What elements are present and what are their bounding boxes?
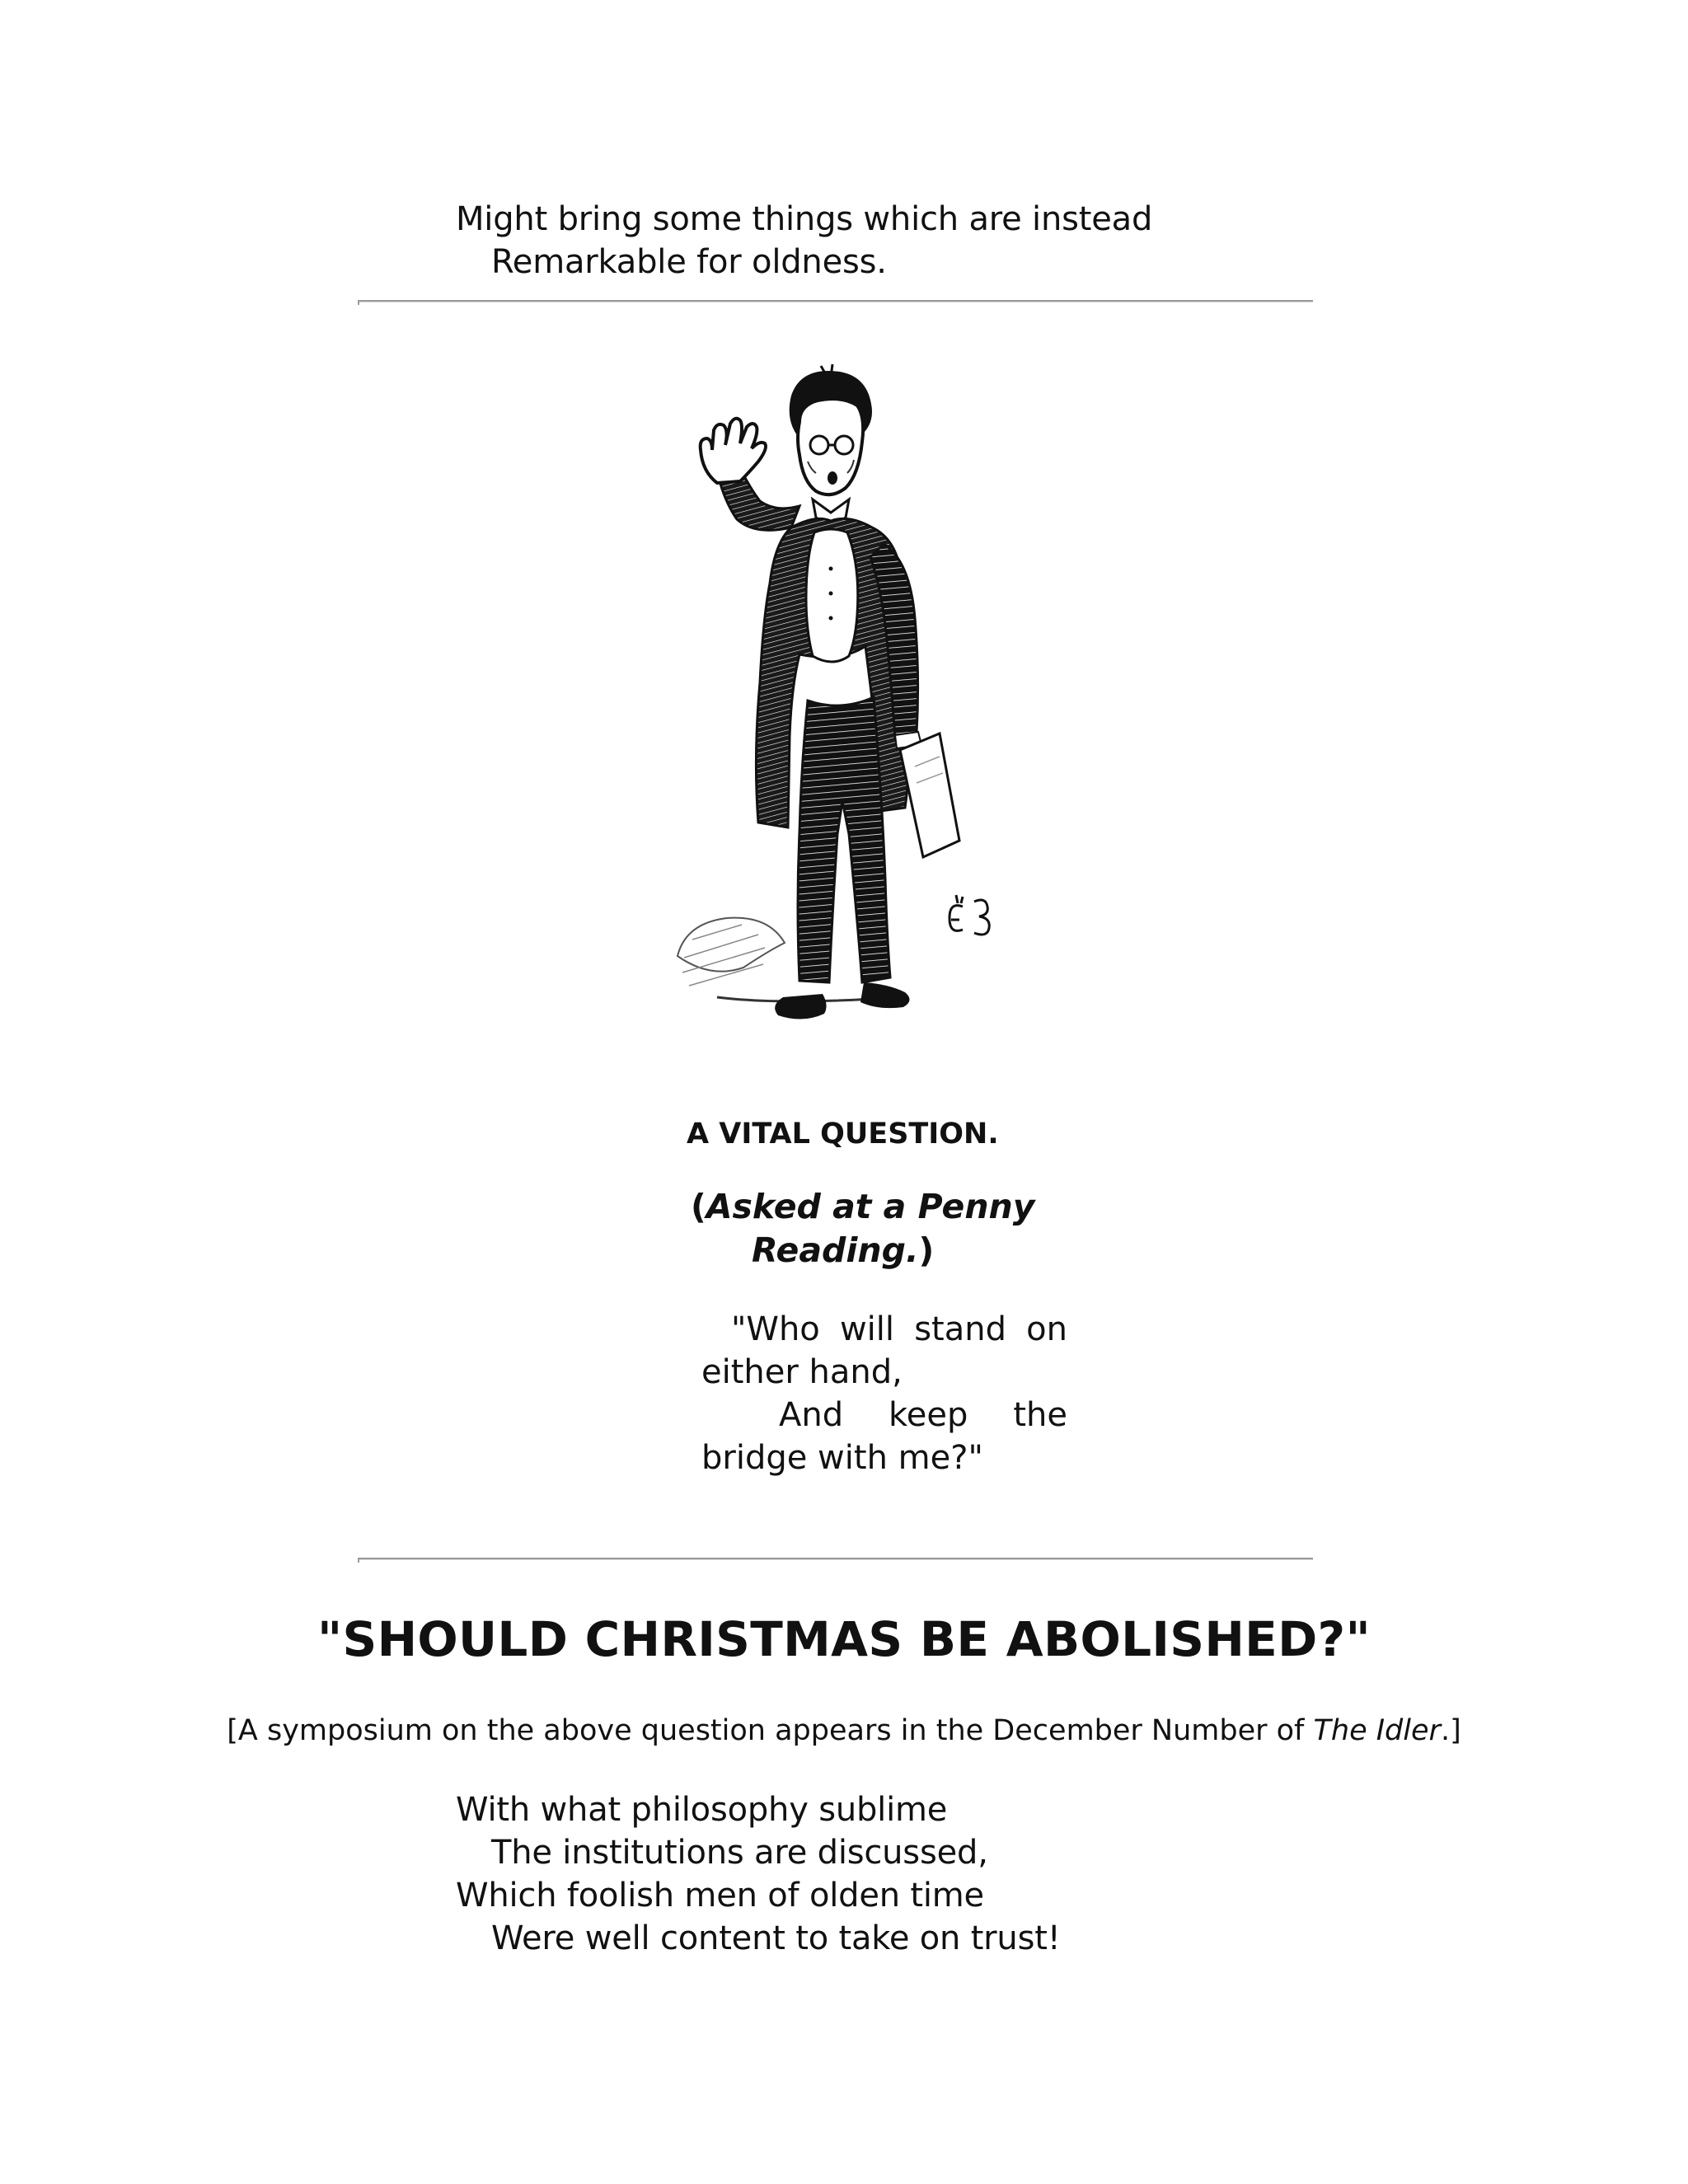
caption-subtitle-part-1: Asked at a Penny bbox=[706, 1187, 1035, 1226]
sheet-of-paper bbox=[900, 733, 959, 857]
verse-word: keep bbox=[889, 1396, 968, 1434]
caption-title: A VITAL QUESTION. bbox=[687, 1118, 999, 1151]
divider-rule-top bbox=[359, 300, 1313, 302]
verse-line-3 bbox=[779, 1394, 1067, 1436]
bottom-poem-line-3: Which foolish men of olden time bbox=[456, 1877, 984, 1915]
caption-close-paren: ) bbox=[918, 1230, 935, 1270]
verse-word: And bbox=[779, 1396, 844, 1434]
caption-subtitle-line-1 bbox=[691, 1187, 1034, 1226]
verse-word: "Who bbox=[731, 1310, 820, 1348]
left-shoe bbox=[775, 994, 826, 1019]
trousers bbox=[798, 697, 890, 982]
bottom-poem-line-1: With what philosophy sublime bbox=[456, 1791, 948, 1829]
caption-open-paren: ( bbox=[691, 1187, 706, 1226]
verse-line-4: bridge with me?" bbox=[701, 1439, 983, 1477]
section-heading: "SHOULD CHRISTMAS BE ABOLISHED?" bbox=[317, 1611, 1371, 1667]
caption-subtitle-part-2: Reading. bbox=[752, 1230, 919, 1270]
top-poem-line-1: Might bring some things which are instead bbox=[456, 200, 1153, 238]
note-text-before: [A symposium on the above question appears in the December Number of bbox=[227, 1714, 1314, 1747]
note-publication-title: The Idler bbox=[1313, 1714, 1441, 1747]
verse-word: the bbox=[1013, 1396, 1067, 1434]
divider-rule-bottom bbox=[359, 1558, 1313, 1560]
raised-hand bbox=[701, 419, 766, 483]
note-text-after: .] bbox=[1440, 1714, 1461, 1747]
shirt-front bbox=[806, 529, 858, 662]
verse-word: stand bbox=[914, 1310, 1006, 1348]
top-poem-line-2: Remarkable for oldness. bbox=[491, 243, 887, 281]
symposium-note bbox=[0, 1714, 1688, 1747]
bottom-poem-line-4: Were well content to take on trust! bbox=[491, 1919, 1061, 1957]
verse-line-1 bbox=[731, 1308, 1067, 1351]
artist-monogram bbox=[950, 895, 989, 935]
caption-subtitle-line-2 bbox=[752, 1230, 934, 1270]
bottom-poem-line-2: The institutions are discussed, bbox=[491, 1834, 988, 1872]
verse-word: on bbox=[1026, 1310, 1067, 1348]
verse-word: will bbox=[839, 1310, 895, 1348]
verse-line-2: either hand, bbox=[701, 1353, 903, 1391]
standing-man-illustration bbox=[668, 363, 1014, 1088]
right-shoe bbox=[860, 982, 910, 1008]
